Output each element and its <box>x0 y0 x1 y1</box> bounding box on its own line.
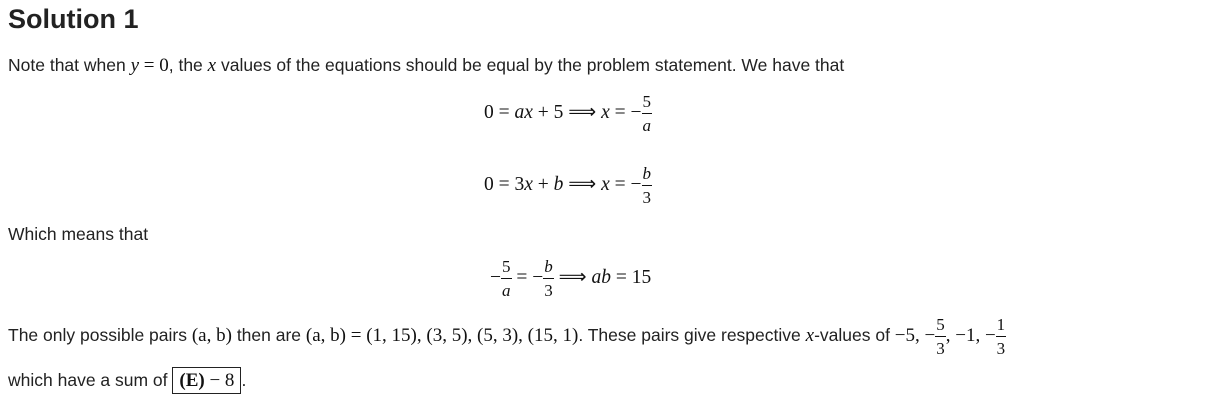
intro-text-1: Note that when <box>8 55 131 75</box>
eq2-num: b <box>642 164 652 183</box>
pairs-fraction-2 <box>996 316 1007 357</box>
eq3-minus: − <box>490 266 501 288</box>
eq3-ab: ab <box>591 266 611 288</box>
answer-box <box>172 367 241 394</box>
equation-2 <box>484 165 652 206</box>
eq2-imp: ⟹ <box>563 173 602 195</box>
eq1-mid: + 5 ⟹ <box>532 101 602 123</box>
eq3-num-1: 5 <box>502 257 511 276</box>
eq2-lhs: 0 = 3 <box>484 173 525 195</box>
eq2-den: 3 <box>642 188 652 207</box>
intro-eq-zero: = 0 <box>139 55 169 76</box>
eq2-x1: x <box>524 173 533 195</box>
eq1-x: x <box>601 101 610 123</box>
eq1-ax: ax <box>514 101 533 123</box>
pairs-frac1-den: 3 <box>936 339 945 358</box>
pairs-text-3: . These pairs give respective <box>578 325 806 346</box>
pairs-var-x: x <box>805 325 815 347</box>
equation-3 <box>490 258 651 299</box>
intro-text-2: , the <box>168 55 208 75</box>
eq2-b: b <box>553 173 564 195</box>
eq3-fraction-2 <box>543 258 554 299</box>
pairs-math-2: (a, b) = (1, 15), (3, 5), (5, 3), (15, 1) <box>305 325 579 347</box>
sum-line <box>8 370 246 392</box>
eq3-den-2: 3 <box>544 281 553 300</box>
pairs-frac2-den: 3 <box>996 339 1006 358</box>
which-means-text: Which means that <box>8 224 149 244</box>
eq3-den-1: a <box>502 281 511 300</box>
eq3-eq: = − <box>511 266 544 288</box>
intro-paragraph <box>8 55 844 77</box>
eq2-x2: x <box>601 173 610 195</box>
eq1-num: 5 <box>642 92 652 111</box>
pairs-text-1: The only possible pairs <box>8 325 192 346</box>
eq1-den: a <box>642 116 652 135</box>
intro-text-3: values of the equations should be equal by the problem statement. We have that <box>216 55 845 75</box>
pairs-paragraph <box>8 316 1006 357</box>
eq1-lhs: 0 = <box>484 101 515 123</box>
intro-var-y: y <box>130 55 140 76</box>
pairs-frac2-num: 1 <box>996 315 1006 334</box>
eq1-eq: = − <box>609 101 642 123</box>
eq2-mid: + <box>532 173 554 195</box>
sum-end: . <box>241 370 247 390</box>
eq3-res: = 15 <box>610 266 652 288</box>
eq2-eq: = − <box>609 173 642 195</box>
answer-label: (E) <box>179 370 205 391</box>
eq1-fraction <box>642 93 653 134</box>
equation-1 <box>484 93 652 134</box>
pairs-text-4: -values of <box>814 325 895 346</box>
pairs-math-4: −5, − <box>894 325 936 347</box>
eq2-fraction <box>642 165 653 206</box>
eq3-imp: ⟹ <box>553 266 592 288</box>
pairs-math-5: , −1, − <box>945 325 996 347</box>
eq3-fraction-1 <box>501 258 512 299</box>
solution-title: Solution 1 <box>8 4 139 34</box>
pairs-frac1-num: 5 <box>936 315 945 334</box>
pairs-math-1: (a, b) <box>191 325 232 347</box>
answer-value: − 8 <box>204 370 235 391</box>
intro-var-x: x <box>207 55 217 76</box>
pairs-fraction-1 <box>935 316 946 357</box>
eq3-num-2: b <box>544 257 553 276</box>
pairs-text-2: then are <box>231 325 306 346</box>
sum-text: which have a sum of <box>8 370 173 390</box>
